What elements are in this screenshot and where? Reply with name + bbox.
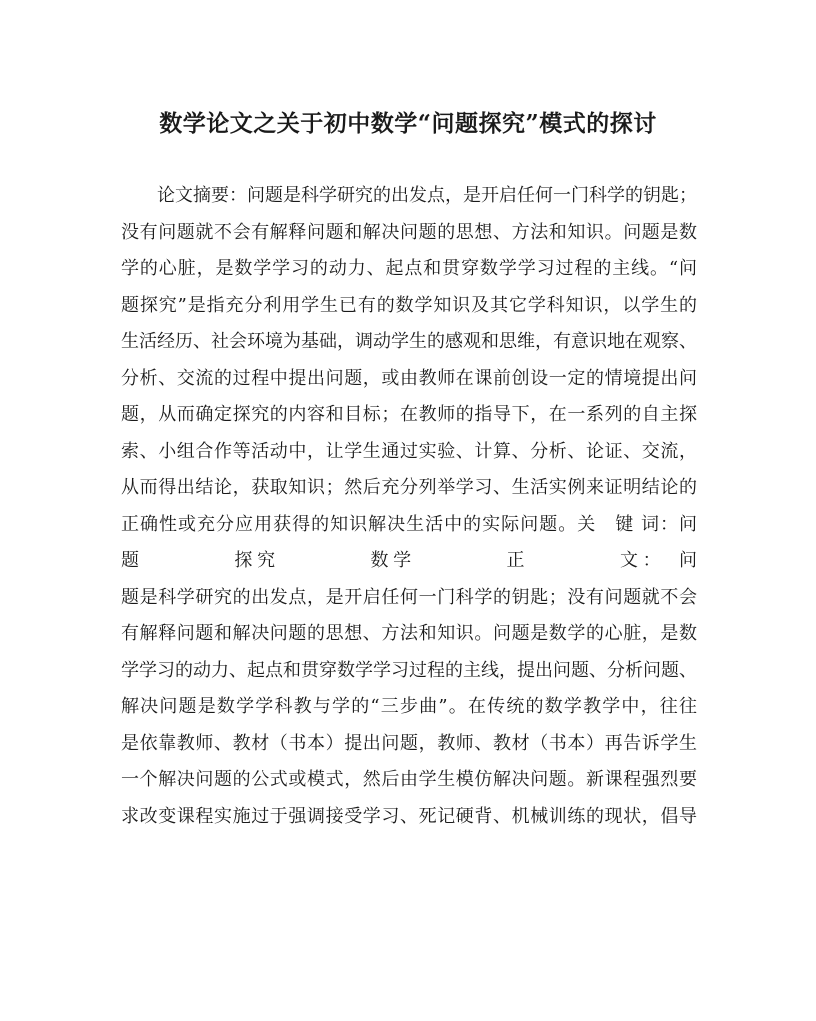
text-line: 题是科学研究的出发点，是开启任何一门科学的钥匙；没有问题就不会 <box>121 586 697 608</box>
text-line: 没有问题就不会有解释问题和解决问题的思想、方法和知识。问题是数 <box>121 221 697 243</box>
text-line: 学学习的动力、起点和贯穿数学学习过程的主线，提出问题、分析问题、 <box>121 659 697 681</box>
text-line: 正确性或充分应用获得的知识解决生活中的实际问题。关 键 词：问 <box>121 513 697 535</box>
document-body <box>121 178 697 835</box>
text-line: 生活经历、社会环境为基础，调动学生的感观和思维，有意识地在观察、 <box>121 331 697 352</box>
text-line: 题探究”是指充分利用学生已有的数学知识及其它学科知识，以学生的 <box>121 294 697 316</box>
text-line: 论文摘要：问题是科学研究的出发点，是开启任何一门科学的钥匙； <box>157 185 697 206</box>
text-line: 索、小组合作等活动中，让学生通过实验、计算、分析、论证、交流， <box>121 440 697 462</box>
text-line: 解决问题是数学学科教与学的“三步曲”。在传统的数学教学中，往往 <box>121 696 697 717</box>
text-line: 学的心脏，是数学学习的动力、起点和贯穿数学学习过程的主线。“问 <box>121 258 697 279</box>
text-line: 从而得出结论，获取知识；然后充分列举学习、生活实例来证明结论的 <box>121 477 697 498</box>
text-line: 分析、交流的过程中提出问题，或由教师在课前创设一定的情境提出问 <box>121 367 697 389</box>
text-line: 求改变课程实施过于强调接受学习、死记硬背、机械训练的现状，倡导 <box>121 805 697 827</box>
text-line: 题 探究 数学 正 文： 问 <box>121 550 697 571</box>
text-line: 题，从而确定探究的内容和目标；在教师的指导下，在一系列的自主探 <box>121 404 697 425</box>
document-title: 数学论文之关于初中数学“问题探究”模式的探讨 <box>159 110 657 137</box>
text-line: 是依靠教师、教材（书本）提出问题，教师、教材（书本）再告诉学生 <box>121 732 697 754</box>
text-line: 一个解决问题的公式或模式，然后由学生模仿解决问题。新课程强烈要 <box>121 769 697 790</box>
text-line: 有解释问题和解决问题的思想、方法和知识。问题是数学的心脏，是数 <box>121 623 697 644</box>
